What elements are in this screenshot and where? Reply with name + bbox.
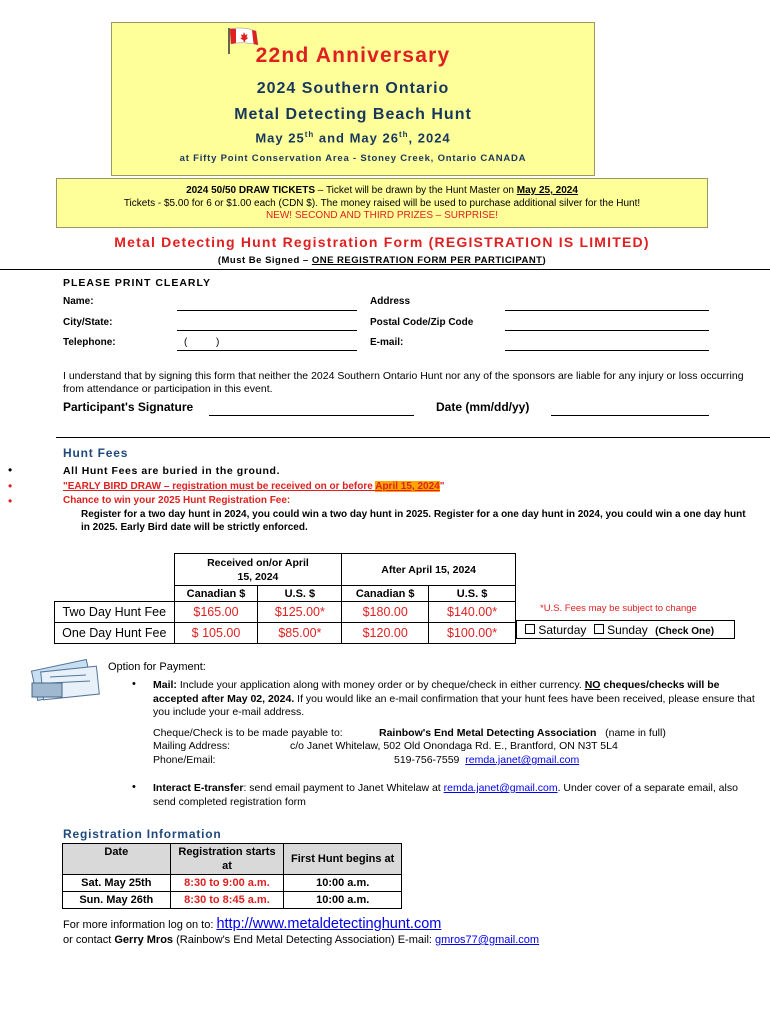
form-title: Metal Detecting Hunt Registration Form (REGISTRATION IS LIMITED)	[114, 234, 650, 250]
col-us: U.S. $	[429, 586, 516, 602]
etransfer-label: Interact E-transfer	[153, 782, 244, 794]
draw-title-bold: 2024 50/50 DRAW TICKETS	[186, 185, 315, 196]
contact-email-link[interactable]: remda.janet@gmail.com	[465, 754, 580, 766]
sunday-checkbox[interactable]	[594, 624, 604, 634]
event-name-line: Metal Detecting Beach Hunt	[234, 106, 472, 123]
cheque-envelope-icon	[28, 655, 104, 701]
reg-hunt-time: 10:00 a.m.	[284, 892, 402, 909]
payable-note: (name in full)	[605, 727, 666, 739]
contact-line	[63, 934, 539, 946]
print-clearly-label: PLEASE PRINT CLEARLY	[63, 277, 211, 289]
bullet-dot: •	[8, 494, 13, 508]
address-label: Address	[370, 296, 411, 307]
reg-start-time: 8:30 to 8:45 a.m.	[170, 892, 284, 909]
event-dates	[111, 130, 595, 145]
bullet-dot: •	[8, 463, 13, 477]
draw-title-text: – Ticket will be drawn by the Hunt Master on	[315, 185, 517, 196]
signature-field[interactable]	[209, 415, 414, 416]
draw-price-line: Tickets - $5.00 for 6 or $1.00 each (CDN $). The money raised will be used to purchase additional silver for the Hunt!	[123, 197, 641, 209]
hunt-fees-heading: Hunt Fees	[63, 446, 129, 460]
bullet-dot: •	[132, 781, 136, 793]
phone-value	[394, 754, 579, 766]
bullet-dot: •	[8, 479, 13, 493]
draw-date: May 25, 2024	[516, 185, 578, 196]
mail-label: Mail:	[153, 679, 177, 691]
contact-name: Gerry Mros	[114, 934, 174, 946]
mail-text: Include your application along with money order or by cheque/check in either currency.	[176, 679, 585, 691]
city-field[interactable]	[177, 330, 357, 331]
fees-bullet-chance: Chance to win your 2025 Hunt Registration Fee:	[63, 495, 291, 506]
reg-date: Sun. May 26th	[63, 892, 171, 909]
fees-bullet-early-bird	[63, 481, 444, 492]
contact-text: or contact	[63, 934, 115, 946]
etransfer-text: . Under cover of a separate email, also send completed registration form	[153, 782, 738, 808]
fees-table	[54, 553, 516, 644]
tel-paren-open: (	[184, 337, 188, 348]
payment-heading: Option for Payment:	[108, 661, 206, 673]
name-field[interactable]	[177, 310, 357, 311]
dates-part: , 2024	[408, 130, 451, 146]
fee-value: $180.00	[342, 602, 429, 623]
reg-start-time: 8:30 to 9:00 a.m.	[170, 875, 284, 892]
dates-sup: th	[398, 130, 409, 139]
contact-text: (Rainbow's End Metal Detecting Association) E-mail:	[173, 934, 435, 946]
col-canadian: Canadian $	[342, 586, 429, 602]
subtitle-text: (Must Be Signed –	[217, 255, 312, 266]
website-link[interactable]: http://www.metaldetectinghunt.com	[216, 916, 442, 932]
registration-heading: Registration Information	[63, 827, 222, 841]
dates-part: May 25	[255, 130, 305, 146]
city-label: City/State:	[63, 317, 113, 328]
email-label: E-mail:	[370, 337, 404, 348]
table-row	[55, 623, 516, 644]
telephone-label: Telephone:	[63, 337, 116, 348]
event-year-line: 2024 Southern Ontario	[256, 80, 450, 97]
fee-value: $120.00	[342, 623, 429, 644]
fee-value: $85.00*	[258, 623, 342, 644]
saturday-checkbox[interactable]	[525, 624, 535, 634]
form-divider-bottom	[56, 437, 770, 438]
reg-hunt-time: 10:00 a.m.	[284, 875, 402, 892]
tel-paren-close: )	[216, 337, 220, 348]
anniversary-title: 22nd Anniversary	[255, 44, 451, 67]
reg-header-start: Registration starts at	[170, 844, 284, 875]
phone-label: Phone/Email:	[153, 754, 216, 766]
reg-header-hunt: First Hunt begins at	[284, 844, 402, 875]
mail-text: If you would like an e-mail confirmation that your hunt fees have been received, please ensure that you include your e-mail address.	[153, 692, 755, 718]
email-field[interactable]	[505, 350, 709, 351]
date-label: Date (mm/dd/yy)	[436, 400, 530, 414]
col-canadian: Canadian $	[174, 586, 258, 602]
contact-email-link[interactable]: gmros77@gmail.com	[435, 934, 540, 946]
event-location: at Fifty Point Conservation Area - Stoney Creek, Ontario CANADA	[179, 153, 527, 164]
bullet-dot: •	[132, 678, 136, 690]
payable-value	[379, 727, 666, 739]
fee-value: $140.00*	[429, 602, 516, 623]
fees-group-early: Received on/or April 15, 2024	[174, 554, 342, 586]
fees-group-after: After April 15, 2024	[342, 554, 516, 586]
telephone-field[interactable]	[177, 350, 357, 351]
payment-mail-option	[153, 679, 757, 720]
reg-header-date: Date	[63, 844, 171, 875]
fee-value: $100.00*	[429, 623, 516, 644]
form-divider-top	[0, 269, 770, 270]
draw-title	[57, 185, 707, 198]
dates-sup: th	[304, 130, 315, 139]
check-one-note: (Check One)	[655, 626, 715, 637]
check-one-text: Check One	[658, 626, 711, 637]
registration-table	[62, 843, 402, 909]
etransfer-email-link[interactable]: remda.janet@gmail.com	[443, 782, 558, 794]
sunday-label: Sunday	[607, 623, 648, 637]
fees-empty-cell	[55, 586, 175, 602]
mail-no: NO	[584, 679, 601, 691]
date-field[interactable]	[551, 415, 709, 416]
mail-deadline: cheques/checks will be accepted after May 02, 2024.	[153, 679, 720, 705]
dates-part: and May 26	[314, 130, 399, 146]
form-subtitle	[56, 255, 708, 266]
early-bird-quote: "	[439, 481, 445, 492]
draw-tickets-box	[56, 178, 708, 228]
signature-label: Participant's Signature	[63, 400, 194, 414]
payable-label: Cheque/Check is to be made payable to:	[153, 727, 343, 739]
postal-label: Postal Code/Zip Code	[370, 317, 474, 328]
subtitle-text: )	[542, 255, 547, 266]
day-choice-box	[516, 620, 735, 639]
mailing-value: c/o Janet Whitelaw, 502 Old Onondaga Rd. E., Brantford, ON N3T 5L4	[290, 740, 618, 752]
postal-field[interactable]	[505, 330, 709, 331]
liability-statement: I understand that by signing this form that neither the 2024 Southern Ontario Hunt nor any of the sponsors are liable for any injury or loss occurring from attendance or participation in this event.	[63, 370, 744, 395]
fee-value: $165.00	[174, 602, 258, 623]
col-us: U.S. $	[258, 586, 342, 602]
more-info-text: For more information log on to:	[63, 919, 217, 931]
etransfer-text: : send email payment to Janet Whitelaw at	[243, 782, 444, 794]
reg-date: Sat. May 25th	[63, 875, 171, 892]
address-field[interactable]	[505, 310, 709, 311]
row-label: One Day Hunt Fee	[55, 623, 175, 644]
early-bird-text: "EARLY BIRD DRAW – registration must be received on or before	[63, 481, 376, 492]
subtitle-underline: ONE REGISTRATION FORM PER PARTICIPANT	[311, 255, 543, 266]
payment-etransfer-option	[153, 782, 743, 809]
payable-name: Rainbow's End Metal Detecting Association	[379, 727, 597, 739]
early-bird-date: April 15, 2024	[375, 481, 440, 492]
mailing-label: Mailing Address:	[153, 740, 231, 752]
more-info-line	[63, 916, 441, 932]
phone-number: 519-756-7559	[394, 754, 460, 766]
name-label: Name:	[63, 296, 94, 307]
row-label: Two Day Hunt Fee	[55, 602, 175, 623]
fees-bullet-buried: All Hunt Fees are buried in the ground.	[63, 465, 281, 477]
table-row	[63, 875, 402, 892]
fee-value: $ 105.00	[174, 623, 258, 644]
draw-prizes-line: NEW! SECOND AND THIRD PRIZES – SURPRISE!	[265, 210, 499, 221]
saturday-label: Saturday	[538, 623, 587, 637]
fee-value: $125.00*	[258, 602, 342, 623]
table-row	[55, 602, 516, 623]
table-row	[63, 892, 402, 909]
fees-chance-detail: Register for a two day hunt in 2024, you could win a two day hunt in 2025. Register for a one day hunt in 2024, you could win a one day hunt in 2025. Early Bird date will be strictly enforced.	[81, 509, 746, 533]
us-fees-note: *U.S. Fees may be subject to change	[540, 603, 697, 614]
fees-empty-cell	[55, 554, 175, 586]
